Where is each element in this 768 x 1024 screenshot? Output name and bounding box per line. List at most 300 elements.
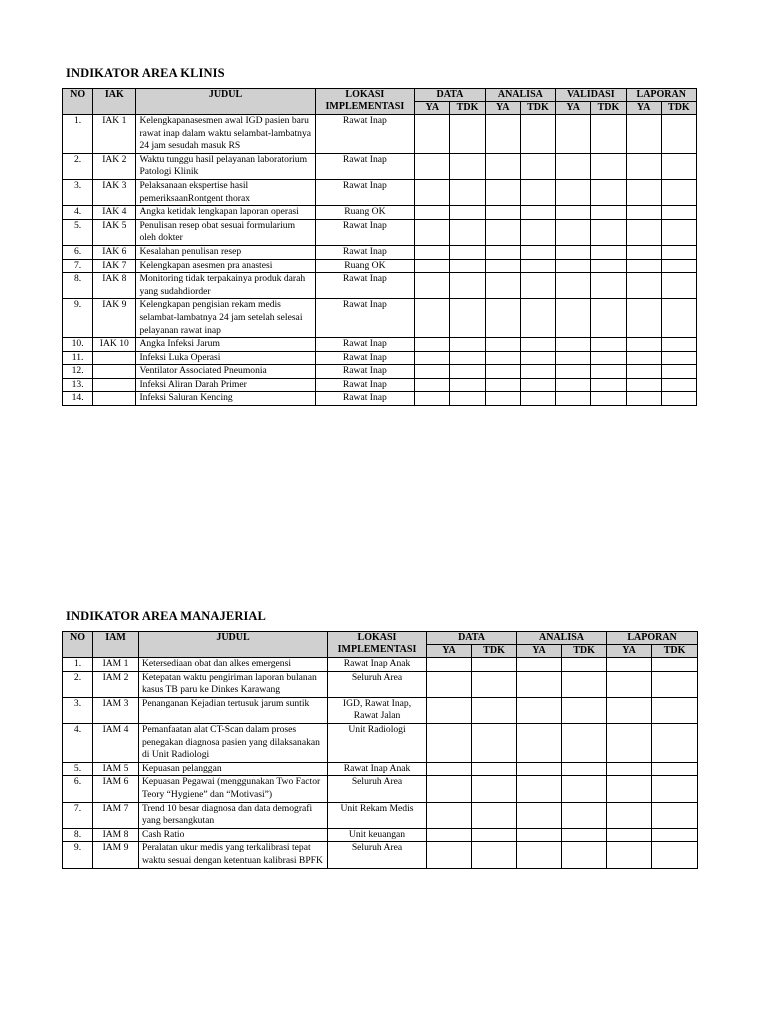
row-code: IAM 2 [93,671,139,697]
check-cell[interactable] [626,378,661,392]
check-cell[interactable] [591,115,626,154]
check-cell[interactable] [652,776,698,802]
row-code: IAK 4 [93,206,136,220]
check-cell[interactable] [607,671,652,697]
check-cell[interactable] [485,259,520,273]
row-code: IAM 1 [93,658,139,672]
row-lokasi: Rawat Inap [315,299,415,338]
check-cell[interactable] [591,219,626,245]
col-analisa: ANALISA [517,632,607,645]
row-no: 5. [63,219,93,245]
check-cell[interactable] [427,658,472,672]
check-cell[interactable] [485,273,520,299]
row-lokasi: Rawat Inap [315,219,415,245]
check-cell[interactable] [517,802,562,828]
check-cell[interactable] [556,378,591,392]
col-no: NO [63,89,93,115]
check-cell[interactable] [520,392,555,406]
col-tdk: TDK [591,102,626,115]
check-cell[interactable] [562,828,607,842]
row-judul: Kelengkapan pengisian rekam medis selambat-lambatnya 24 jam setelah selesai pelayanan rawat inap [136,299,315,338]
check-cell[interactable] [562,723,607,762]
check-cell[interactable] [661,206,696,220]
check-cell[interactable] [485,179,520,205]
check-cell[interactable] [607,658,652,672]
col-ya: YA [427,645,472,658]
check-cell[interactable] [415,299,450,338]
check-cell[interactable] [626,392,661,406]
check-cell[interactable] [591,153,626,179]
row-code: IAK 5 [93,219,136,245]
row-lokasi: Ruang OK [315,206,415,220]
check-cell[interactable] [556,338,591,352]
check-cell[interactable] [427,762,472,776]
row-no: 1. [63,658,93,672]
row-code: IAK 2 [93,153,136,179]
check-cell[interactable] [472,762,517,776]
row-lokasi: Seluruh Area [328,671,427,697]
check-cell[interactable] [415,338,450,352]
check-cell[interactable] [472,802,517,828]
table-row [63,153,697,179]
row-lokasi: Unit Radiologi [328,723,427,762]
check-cell[interactable] [652,762,698,776]
check-cell[interactable] [450,259,485,273]
col-code: IAK [93,89,136,115]
check-cell[interactable] [520,273,555,299]
row-code: IAM 7 [93,802,139,828]
check-cell[interactable] [485,245,520,259]
check-cell[interactable] [562,802,607,828]
row-judul: Infeksi Saluran Kencing [136,392,315,406]
col-tdk: TDK [652,645,698,658]
row-lokasi: IGD, Rawat Inap, Rawat Jalan [328,697,427,723]
manajerial-title: INDIKATOR AREA MANAJERIAL [66,609,266,623]
check-cell[interactable] [591,206,626,220]
check-cell[interactable] [450,338,485,352]
table-row [63,842,698,868]
check-cell[interactable] [652,842,698,868]
check-cell[interactable] [415,365,450,379]
row-lokasi: Rawat Inap [315,338,415,352]
check-cell[interactable] [562,776,607,802]
check-cell[interactable] [661,153,696,179]
row-no: 5. [63,762,93,776]
col-ya: YA [607,645,652,658]
check-cell[interactable] [415,392,450,406]
row-lokasi: Rawat Inap [315,378,415,392]
check-cell[interactable] [562,697,607,723]
col-ya: YA [626,102,661,115]
check-cell[interactable] [661,378,696,392]
col-tdk: TDK [562,645,607,658]
check-cell[interactable] [626,338,661,352]
row-no: 3. [63,697,93,723]
check-cell[interactable] [472,776,517,802]
check-cell[interactable] [485,153,520,179]
col-validasi: VALIDASI [556,89,626,102]
row-judul: Ketersediaan obat dan alkes emergensi [139,658,328,672]
check-cell[interactable] [450,351,485,365]
check-cell[interactable] [591,365,626,379]
table-row [63,723,698,762]
check-cell[interactable] [520,338,555,352]
check-cell[interactable] [472,658,517,672]
check-cell[interactable] [556,153,591,179]
check-cell[interactable] [607,776,652,802]
check-cell[interactable] [415,378,450,392]
check-cell[interactable] [450,299,485,338]
check-cell[interactable] [427,671,472,697]
check-cell[interactable] [520,153,555,179]
table-row [63,378,697,392]
check-cell[interactable] [427,776,472,802]
row-no: 7. [63,259,93,273]
check-cell[interactable] [607,723,652,762]
table-row [63,351,697,365]
check-cell[interactable] [626,351,661,365]
check-cell[interactable] [652,802,698,828]
check-cell[interactable] [520,259,555,273]
row-lokasi: Rawat Inap Anak [328,658,427,672]
check-cell[interactable] [607,828,652,842]
check-cell[interactable] [450,273,485,299]
row-lokasi: Ruang OK [315,259,415,273]
check-cell[interactable] [556,206,591,220]
table-row [63,299,697,338]
check-cell[interactable] [591,392,626,406]
check-cell[interactable] [661,179,696,205]
check-cell[interactable] [415,115,450,154]
col-analisa: ANALISA [485,89,555,102]
check-cell[interactable] [520,378,555,392]
check-cell[interactable] [485,365,520,379]
row-code: IAM 3 [93,697,139,723]
row-judul: Trend 10 besar diagnosa dan data demografi yang bersangkutan [139,802,328,828]
check-cell[interactable] [415,153,450,179]
row-lokasi: Rawat Inap [315,365,415,379]
check-cell[interactable] [450,365,485,379]
row-judul: Ventilator Associated Pneumonia [136,365,315,379]
row-judul: Penulisan resep obat sesuai formularium oleh dokter [136,219,315,245]
check-cell[interactable] [517,762,562,776]
check-cell[interactable] [517,776,562,802]
row-code: IAK 8 [93,273,136,299]
check-cell[interactable] [556,219,591,245]
table-row [63,273,697,299]
row-code: IAK 7 [93,259,136,273]
check-cell[interactable] [427,802,472,828]
check-cell[interactable] [661,351,696,365]
check-cell[interactable] [661,115,696,154]
row-judul: Penanganan Kejadian tertusuk jarum suntik [139,697,328,723]
col-lokasi: LOKASI IMPLEMENTASI [328,632,427,658]
check-cell[interactable] [556,392,591,406]
row-no: 7. [63,802,93,828]
col-tdk: TDK [661,102,696,115]
table-row [63,365,697,379]
row-judul: Cash Ratio [139,828,328,842]
check-cell[interactable] [661,338,696,352]
col-ya: YA [517,645,562,658]
check-cell[interactable] [626,219,661,245]
row-code [93,351,136,365]
check-cell[interactable] [661,259,696,273]
row-code: IAK 9 [93,299,136,338]
check-cell[interactable] [591,179,626,205]
check-cell[interactable] [517,723,562,762]
check-cell[interactable] [607,802,652,828]
check-cell[interactable] [591,351,626,365]
check-cell[interactable] [661,392,696,406]
table-row [63,392,697,406]
col-laporan: LAPORAN [626,89,696,102]
check-cell[interactable] [472,697,517,723]
col-tdk: TDK [520,102,555,115]
check-cell[interactable] [556,299,591,338]
klinis-title: INDIKATOR AREA KLINIS [66,66,225,80]
check-cell[interactable] [562,842,607,868]
check-cell[interactable] [485,392,520,406]
table-row [63,658,698,672]
row-lokasi: Rawat Inap [315,153,415,179]
col-judul: JUDUL [139,632,328,658]
table-row [63,671,698,697]
table-row [63,802,698,828]
row-lokasi: Unit keuangan [328,828,427,842]
check-cell[interactable] [562,762,607,776]
col-ya: YA [485,102,520,115]
col-judul: JUDUL [136,89,315,115]
table-row [63,828,698,842]
row-judul: Peralatan ukur medis yang terkalibrasi tepat waktu sesuai dengan ketentuan kalibrasi BPFK [139,842,328,868]
check-cell[interactable] [517,842,562,868]
col-tdk: TDK [472,645,517,658]
table-row [63,776,698,802]
check-cell[interactable] [562,658,607,672]
row-judul: Ketepatan waktu pengiriman laporan bulanan kasus TB paru ke Dinkes Karawang [139,671,328,697]
check-cell[interactable] [652,671,698,697]
check-cell[interactable] [427,828,472,842]
row-judul: Angka Infeksi Jarum [136,338,315,352]
check-cell[interactable] [626,365,661,379]
check-cell[interactable] [485,206,520,220]
check-cell[interactable] [562,671,607,697]
row-judul: Kelengkapanasesmen awal IGD pasien baru rawat inap dalam waktu selambat-lambatnya 24 jam sesudah masuk RS [136,115,315,154]
col-tdk: TDK [450,102,485,115]
row-no: 3. [63,179,93,205]
check-cell[interactable] [415,219,450,245]
row-lokasi: Rawat Inap Anak [328,762,427,776]
col-laporan: LAPORAN [607,632,698,645]
check-cell[interactable] [485,378,520,392]
row-no: 12. [63,365,93,379]
check-cell[interactable] [450,153,485,179]
klinis-table [62,88,697,406]
check-cell[interactable] [607,697,652,723]
check-cell[interactable] [661,245,696,259]
check-cell[interactable] [485,219,520,245]
table-row [63,206,697,220]
check-cell[interactable] [652,697,698,723]
check-cell[interactable] [415,259,450,273]
check-cell[interactable] [472,828,517,842]
manajerial-table [62,631,698,869]
check-cell[interactable] [556,365,591,379]
row-no: 6. [63,245,93,259]
check-cell[interactable] [450,378,485,392]
check-cell[interactable] [652,828,698,842]
check-cell[interactable] [591,378,626,392]
check-cell[interactable] [556,351,591,365]
check-cell[interactable] [472,671,517,697]
col-data: DATA [415,89,485,102]
col-data: DATA [427,632,517,645]
check-cell[interactable] [591,259,626,273]
check-cell[interactable] [520,245,555,259]
row-no: 2. [63,153,93,179]
row-judul: Pelaksanaan ekspertise hasil pemeriksaanRontgent thorax [136,179,315,205]
check-cell[interactable] [626,259,661,273]
row-code: IAM 8 [93,828,139,842]
row-code [93,378,136,392]
check-cell[interactable] [415,351,450,365]
row-judul: Infeksi Aliran Darah Primer [136,378,315,392]
row-judul: Kepuasan pelanggan [139,762,328,776]
check-cell[interactable] [591,245,626,259]
row-no: 11. [63,351,93,365]
check-cell[interactable] [661,273,696,299]
row-judul: Kepuasan Pegawai (menggunakan Two Factor Teory “Hygiene” dan “Motivasi”) [139,776,328,802]
table-row [63,762,698,776]
row-code: IAM 5 [93,762,139,776]
check-cell[interactable] [661,299,696,338]
check-cell[interactable] [520,365,555,379]
row-no: 14. [63,392,93,406]
col-ya: YA [415,102,450,115]
check-cell[interactable] [450,245,485,259]
check-cell[interactable] [626,245,661,259]
check-cell[interactable] [626,115,661,154]
row-judul: Pemanfaatan alat CT-Scan dalam proses penegakan diagnosa pasien yang dilaksanakan di Unit Radiologi [139,723,328,762]
row-no: 1. [63,115,93,154]
col-no: NO [63,632,93,658]
row-judul: Waktu tunggu hasil pelayanan laboratorium Patologi Klinik [136,153,315,179]
check-cell[interactable] [607,762,652,776]
check-cell[interactable] [415,273,450,299]
check-cell[interactable] [556,245,591,259]
row-lokasi: Rawat Inap [315,392,415,406]
row-lokasi: Seluruh Area [328,842,427,868]
check-cell[interactable] [472,723,517,762]
row-lokasi: Unit Rekam Medis [328,802,427,828]
check-cell[interactable] [450,206,485,220]
check-cell[interactable] [517,828,562,842]
check-cell[interactable] [661,365,696,379]
check-cell[interactable] [520,351,555,365]
check-cell[interactable] [556,115,591,154]
table-row [63,259,697,273]
check-cell[interactable] [517,671,562,697]
check-cell[interactable] [517,697,562,723]
check-cell[interactable] [415,206,450,220]
check-cell[interactable] [591,273,626,299]
table-row [63,179,697,205]
check-cell[interactable] [427,723,472,762]
row-judul: Angka ketidak lengkapan laporan operasi [136,206,315,220]
check-cell[interactable] [520,179,555,205]
check-cell[interactable] [661,219,696,245]
col-lokasi: LOKASI IMPLEMENTASI [315,89,415,115]
check-cell[interactable] [556,259,591,273]
row-code: IAM 9 [93,842,139,868]
check-cell[interactable] [556,273,591,299]
check-cell[interactable] [450,219,485,245]
row-no: 9. [63,842,93,868]
check-cell[interactable] [415,245,450,259]
check-cell[interactable] [626,179,661,205]
check-cell[interactable] [427,842,472,868]
check-cell[interactable] [607,842,652,868]
check-cell[interactable] [520,219,555,245]
row-lokasi: Rawat Inap [315,245,415,259]
col-code: IAM [93,632,139,658]
check-cell[interactable] [520,115,555,154]
row-code [93,365,136,379]
row-lokasi: Rawat Inap [315,115,415,154]
check-cell[interactable] [517,658,562,672]
check-cell[interactable] [652,723,698,762]
row-no: 6. [63,776,93,802]
row-code: IAM 4 [93,723,139,762]
check-cell[interactable] [591,338,626,352]
check-cell[interactable] [485,351,520,365]
row-code: IAM 6 [93,776,139,802]
check-cell[interactable] [591,299,626,338]
check-cell[interactable] [626,273,661,299]
row-code: IAK 1 [93,115,136,154]
check-cell[interactable] [556,179,591,205]
check-cell[interactable] [427,697,472,723]
row-judul: Kelengkapan asesmen pra anastesi [136,259,315,273]
row-no: 8. [63,273,93,299]
check-cell[interactable] [485,299,520,338]
check-cell[interactable] [626,153,661,179]
check-cell[interactable] [450,115,485,154]
row-code: IAK 3 [93,179,136,205]
check-cell[interactable] [626,299,661,338]
row-judul: Infeksi Luka Operasi [136,351,315,365]
check-cell[interactable] [450,392,485,406]
check-cell[interactable] [626,206,661,220]
row-no: 13. [63,378,93,392]
check-cell[interactable] [520,299,555,338]
row-lokasi: Rawat Inap [315,179,415,205]
row-no: 10. [63,338,93,352]
col-ya: YA [556,102,591,115]
row-no: 4. [63,206,93,220]
row-judul: Monitoring tidak terpakainya produk darah yang sudahdiorder [136,273,315,299]
check-cell[interactable] [415,179,450,205]
check-cell[interactable] [450,179,485,205]
table-row [63,338,697,352]
check-cell[interactable] [485,338,520,352]
check-cell[interactable] [652,658,698,672]
row-no: 8. [63,828,93,842]
check-cell[interactable] [472,842,517,868]
check-cell[interactable] [520,206,555,220]
check-cell[interactable] [485,115,520,154]
